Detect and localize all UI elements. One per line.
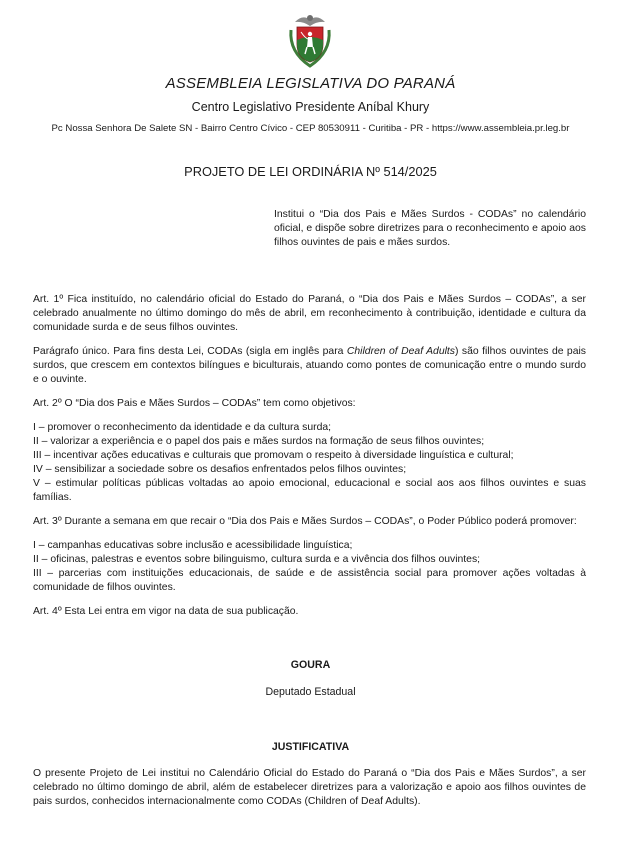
article-2: Art. 2º O “Dia dos Pais e Mães Surdos – CODAs” tem como objetivos: — [33, 398, 356, 409]
paragrafo-text-end: ) são filhos ouvintes de pais surdos, que crescem em contextos bilíngues e biculturais, atuando como pontes de comunicação entre o mundo surdo e o ouvinte. — [33, 346, 586, 385]
list-item: II – oficinas, palestras e eventos sobre bilinguismo, cultura surda e a vivência dos filhos ouvintes; — [33, 554, 481, 565]
article-3-list — [33, 539, 586, 595]
legislative-center-name: Centro Legislativo Presidente Aníbal Khury — [191, 100, 430, 114]
list-item: III – incentivar ações educativas e culturais que promovam o respeito à diversidade linguística e cultural; — [33, 450, 514, 461]
list-item: II – valorizar a experiência e o papel dos pais e mães surdos na formação de seus filhos ouvintes; — [33, 436, 485, 447]
paragrafo-italic-term: Children of Deaf Adults — [346, 346, 456, 357]
law-articles — [33, 293, 586, 629]
paragrafo-unico — [33, 345, 586, 387]
article-3: Art. 3º Durante a semana em que recair o “Dia dos Pais e Mães Surdos – CODAs”, o Poder Público poderá promover: — [33, 516, 577, 527]
assembly-address: Pc Nossa Senhora De Salete SN - Bairro Centro Cívico - CEP 80530911 - Curitiba - PR - https://www.assembleia.pr.leg.br — [51, 123, 570, 134]
article-1: Art. 1º Fica instituído, no calendário oficial do Estado do Paraná, o “Dia dos Pais e Mães Surdos – CODAs”, a ser celebrado anualmente no último domingo do mês de abril, em reconhecimento à contribuição, identidade e cultura da comunidade surda e de seus filhos ouvintes. — [33, 294, 586, 333]
ementa: Institui o “Dia dos Pais e Mães Surdos - CODAs” no calendário oficial, e dispõe sobre diretrizes para o reconhecimento e apoio aos filhos ouvintes de pais e mães surdos. — [274, 209, 586, 248]
parana-coat-of-arms-icon — [287, 12, 333, 68]
list-item: I – promover o reconhecimento da identidade e da cultura surda; — [33, 422, 332, 433]
justificativa-text: O presente Projeto de Lei institui no Calendário Oficial do Estado do Paraná o “Dia dos Pais e Mães Surdos”, a ser celebrado no último domingo de abril, além de estabelecer diretrizes para a valorização e apoio aos filhos ouvintes de pais surdos, conhecidos internacionalmente como CODAs (Children of Deaf Adults). — [33, 768, 586, 807]
assembly-name: ASSEMBLEIA LEGISLATIVA DO PARANÁ — [165, 75, 456, 92]
article-2-list — [33, 421, 586, 505]
justificativa-heading: JUSTIFICATIVA — [271, 741, 350, 753]
list-item: IV – sensibilizar a sociedade sobre os desafios enfrentados pelos filhos ouvintes; — [33, 464, 407, 475]
paragrafo-text-start: Parágrafo único. Para fins desta Lei, CODAs (sigla em inglês para — [33, 346, 347, 357]
list-item: III – parcerias com instituições educacionais, de saúde e de assistência social para promover ações voltadas à comunidade de filhos ouvintes. — [33, 568, 586, 593]
signer-name: GOURA — [290, 659, 331, 671]
signer-role: Deputado Estadual — [265, 686, 356, 698]
list-item: I – campanhas educativas sobre inclusão e acessibilidade linguística; — [33, 540, 353, 551]
article-4: Art. 4º Esta Lei entra em vigor na data de sua publicação. — [33, 606, 299, 617]
list-item: V – estimular políticas públicas voltadas ao apoio emocional, educacional e social aos aos filhos ouvintes e suas famílias. — [33, 478, 586, 503]
project-title: PROJETO DE LEI ORDINÁRIA Nº 514/2025 — [184, 164, 437, 179]
